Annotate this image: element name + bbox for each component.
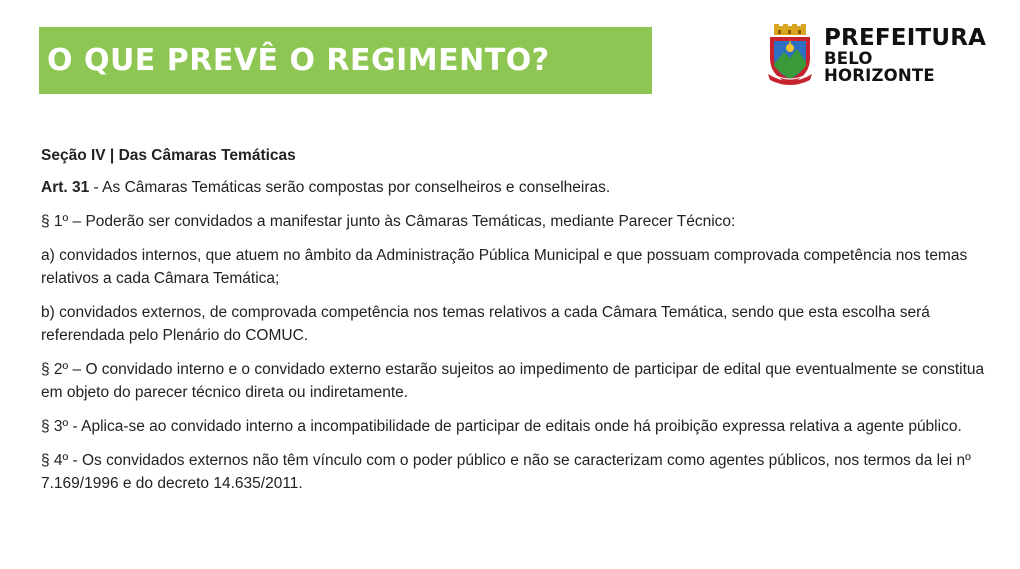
logo-wordmark xyxy=(824,26,986,85)
logo-line-prefeitura: PREFEITURA xyxy=(824,24,987,51)
logo-line-city: BELO HORIZONTE xyxy=(824,48,935,86)
page-title: O QUE PREVÊ O REGIMENTO? xyxy=(47,43,550,78)
article-label: Art. 31 xyxy=(41,179,90,196)
paragraph-1: § 1º – Poderão ser convidados a manifestar junto às Câmaras Temáticas, mediante Parecer Técnico: xyxy=(41,213,736,230)
section-heading: Seção IV | Das Câmaras Temáticas xyxy=(41,147,296,164)
title-banner xyxy=(39,27,652,94)
paragraph-4: § 4º - Os convidados externos não têm vínculo com o poder público e não se caracterizam como agentes públicos, nos termos da lei nº 7.169/1996 e do decreto 14.635/2011. xyxy=(41,452,971,492)
article-paragraph xyxy=(41,176,1006,199)
document-body xyxy=(41,144,1006,506)
paragraph-3: § 3º - Aplica-se ao convidado interno a incompatibilidade de participar de editais onde há proibição expressa relativa a agente público. xyxy=(41,418,962,435)
city-coat-of-arms-icon xyxy=(766,24,814,86)
paragraph-item-a: a) convidados internos, que atuem no âmbito da Administração Pública Municipal e que possuam comprovada competência nos temas relativos a cada Câmara Temática; xyxy=(41,247,968,287)
prefeitura-logo xyxy=(766,24,986,86)
paragraph-item-b: b) convidados externos, de comprovada competência nos temas relativos a cada Câmara Temática, sendo que esta escolha será referendada pelo Plenário do COMUC. xyxy=(41,304,930,344)
paragraph-2: § 2º – O convidado interno e o convidado externo estarão sujeitos ao impedimento de participar de edital que eventualmente se constitua em objeto do parecer técnico direta ou indiretamente. xyxy=(41,361,985,401)
article-text: - As Câmaras Temáticas serão compostas por conselheiros e conselheiras. xyxy=(89,179,611,196)
